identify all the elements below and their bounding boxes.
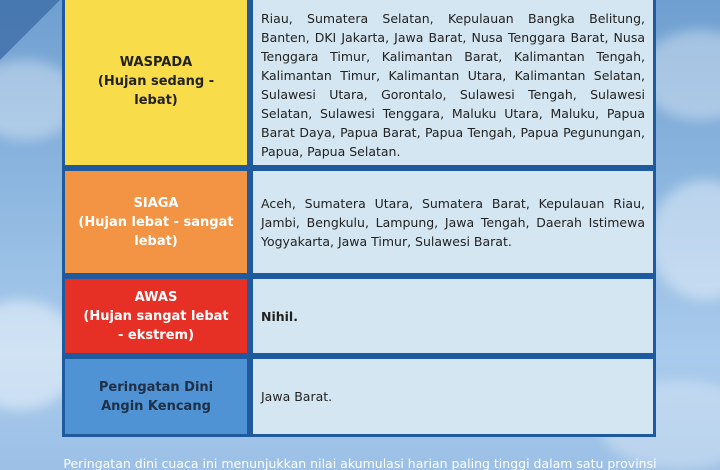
table-row-siaga <box>65 171 653 273</box>
table-row-angin-kencang <box>65 359 653 434</box>
status-label-angin-kencang <box>65 359 247 434</box>
status-name: Angin Kencang <box>101 398 211 414</box>
table-row-waspada <box>65 0 653 165</box>
regions-cell <box>253 359 653 434</box>
footer-note: Peringatan dini cuaca ini menunjukkan nilai akumulasi harian paling tinggi dalam satu provinsi <box>63 456 657 470</box>
status-name: AWAS <box>134 289 178 305</box>
regions-cell <box>253 0 653 165</box>
status-subtitle: (Hujan sedang - <box>97 73 215 89</box>
status-subtitle: (Hujan lebat - sangat <box>78 214 234 230</box>
status-subtitle: (Hujan sangat lebat <box>83 308 229 324</box>
regions-text: Nihil. <box>261 308 298 324</box>
cloud-decoration <box>650 180 720 300</box>
regions-text: Jawa Barat. <box>261 389 333 404</box>
status-name: SIAGA <box>133 195 179 211</box>
regions-cell <box>253 279 653 353</box>
status-label-awas <box>65 279 247 353</box>
status-subtitle: lebat) <box>134 233 178 249</box>
regions-text: Aceh, Sumatera Utara, Sumatera Barat, Kepulauan Riau, Jambi, Bengkulu, Lampung, Jawa Tengah, Daerah Istimewa Yogyakarta, Jawa Timur, Sulawesi Barat. <box>261 195 645 249</box>
status-name: Peringatan Dini <box>98 379 214 395</box>
regions-cell <box>253 171 653 273</box>
status-subtitle: - ekstrem) <box>117 327 195 343</box>
corner-decoration <box>0 0 60 60</box>
regions-text: Riau, Sumatera Selatan, Kepulauan Bangka Belitung, Banten, DKI Jakarta, Jawa Barat, Nusa Tenggara Barat, Nusa Tenggara Timur, Kalimantan Barat, Kalimantan Tengah, Kalimantan Timur, Kalimantan Utara, Kalimantan Selatan, Sulawesi Utara, Gorontalo, Sulawesi Tengah, Sulawesi Selatan, Sulawesi Tenggara, Maluku Utara, Maluku, Papua Barat Daya, Papua Barat, Papua Tengah, Papua Pegunungan, Papua, Papua Selatan. <box>261 11 645 159</box>
status-subtitle: lebat) <box>134 92 178 108</box>
table-row-awas <box>65 279 653 353</box>
status-label-siaga <box>65 171 247 273</box>
warning-table <box>62 0 656 437</box>
status-name: WASPADA <box>119 54 193 70</box>
status-label-waspada <box>65 0 247 165</box>
